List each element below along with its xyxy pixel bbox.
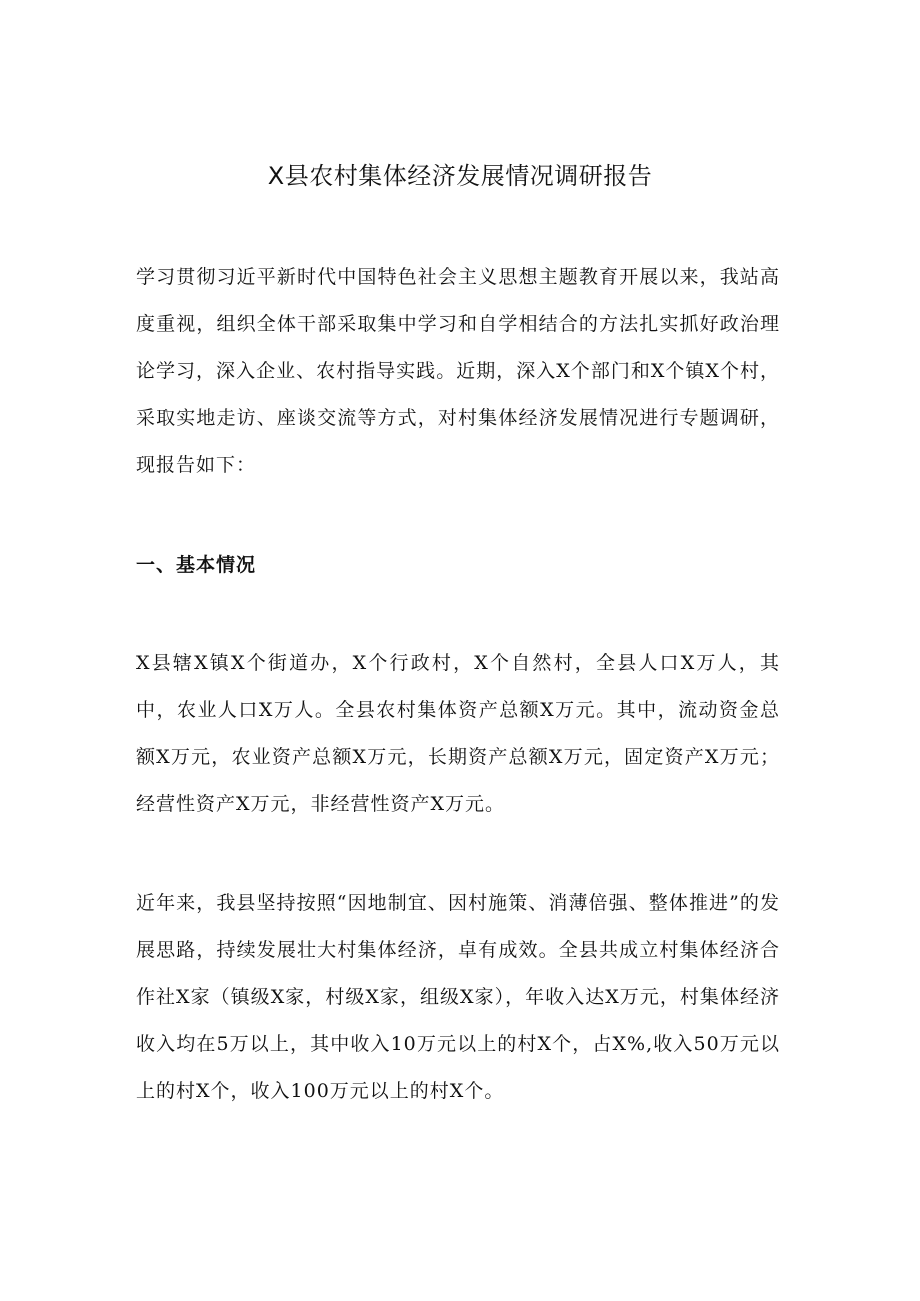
section-paragraph: X县辖X镇X个街道办，X个行政村，X个自然村，全县人口X万人，其中，农业人口X万人。全县农村集体资产总额X万元。其中，流动资金总额X万元，农业资产总额X万元，长期资产总额X万元，固定资产X万元；经营性资产X万元，非经营性资产X万元。: [136, 652, 780, 815]
intro-paragraph: 学习贯彻习近平新时代中国特色社会主义思想主题教育开展以来，我站高度重视，组织全体干部采取集中学习和自学相结合的方法扎实抓好政治理论学习，深入企业、农村指导实践。近期，深入X个部门和X个镇X个村，采取实地走访、座谈交流等方式，对村集体经济发展情况进行专题调研，现报告如下：: [136, 266, 780, 476]
document-title: X县农村集体经济发展情况调研报告: [267, 162, 653, 191]
section-heading: 一、基本情况: [136, 554, 257, 576]
section-paragraph: 近年来，我县坚持按照“因地制宜、因村施策、消薄倍强、整体推进”的发展思路，持续发展壮大村集体经济，卓有成效。全县共成立村集体经济合作社X家（镇级X家，村级X家，组级X家），年收入达X万元，村集体经济收入均在5万以上，其中收入10万元以上的村X个，占X%,收入50万元以上的村X个，收入100万元以上的村X个。: [136, 892, 780, 1102]
